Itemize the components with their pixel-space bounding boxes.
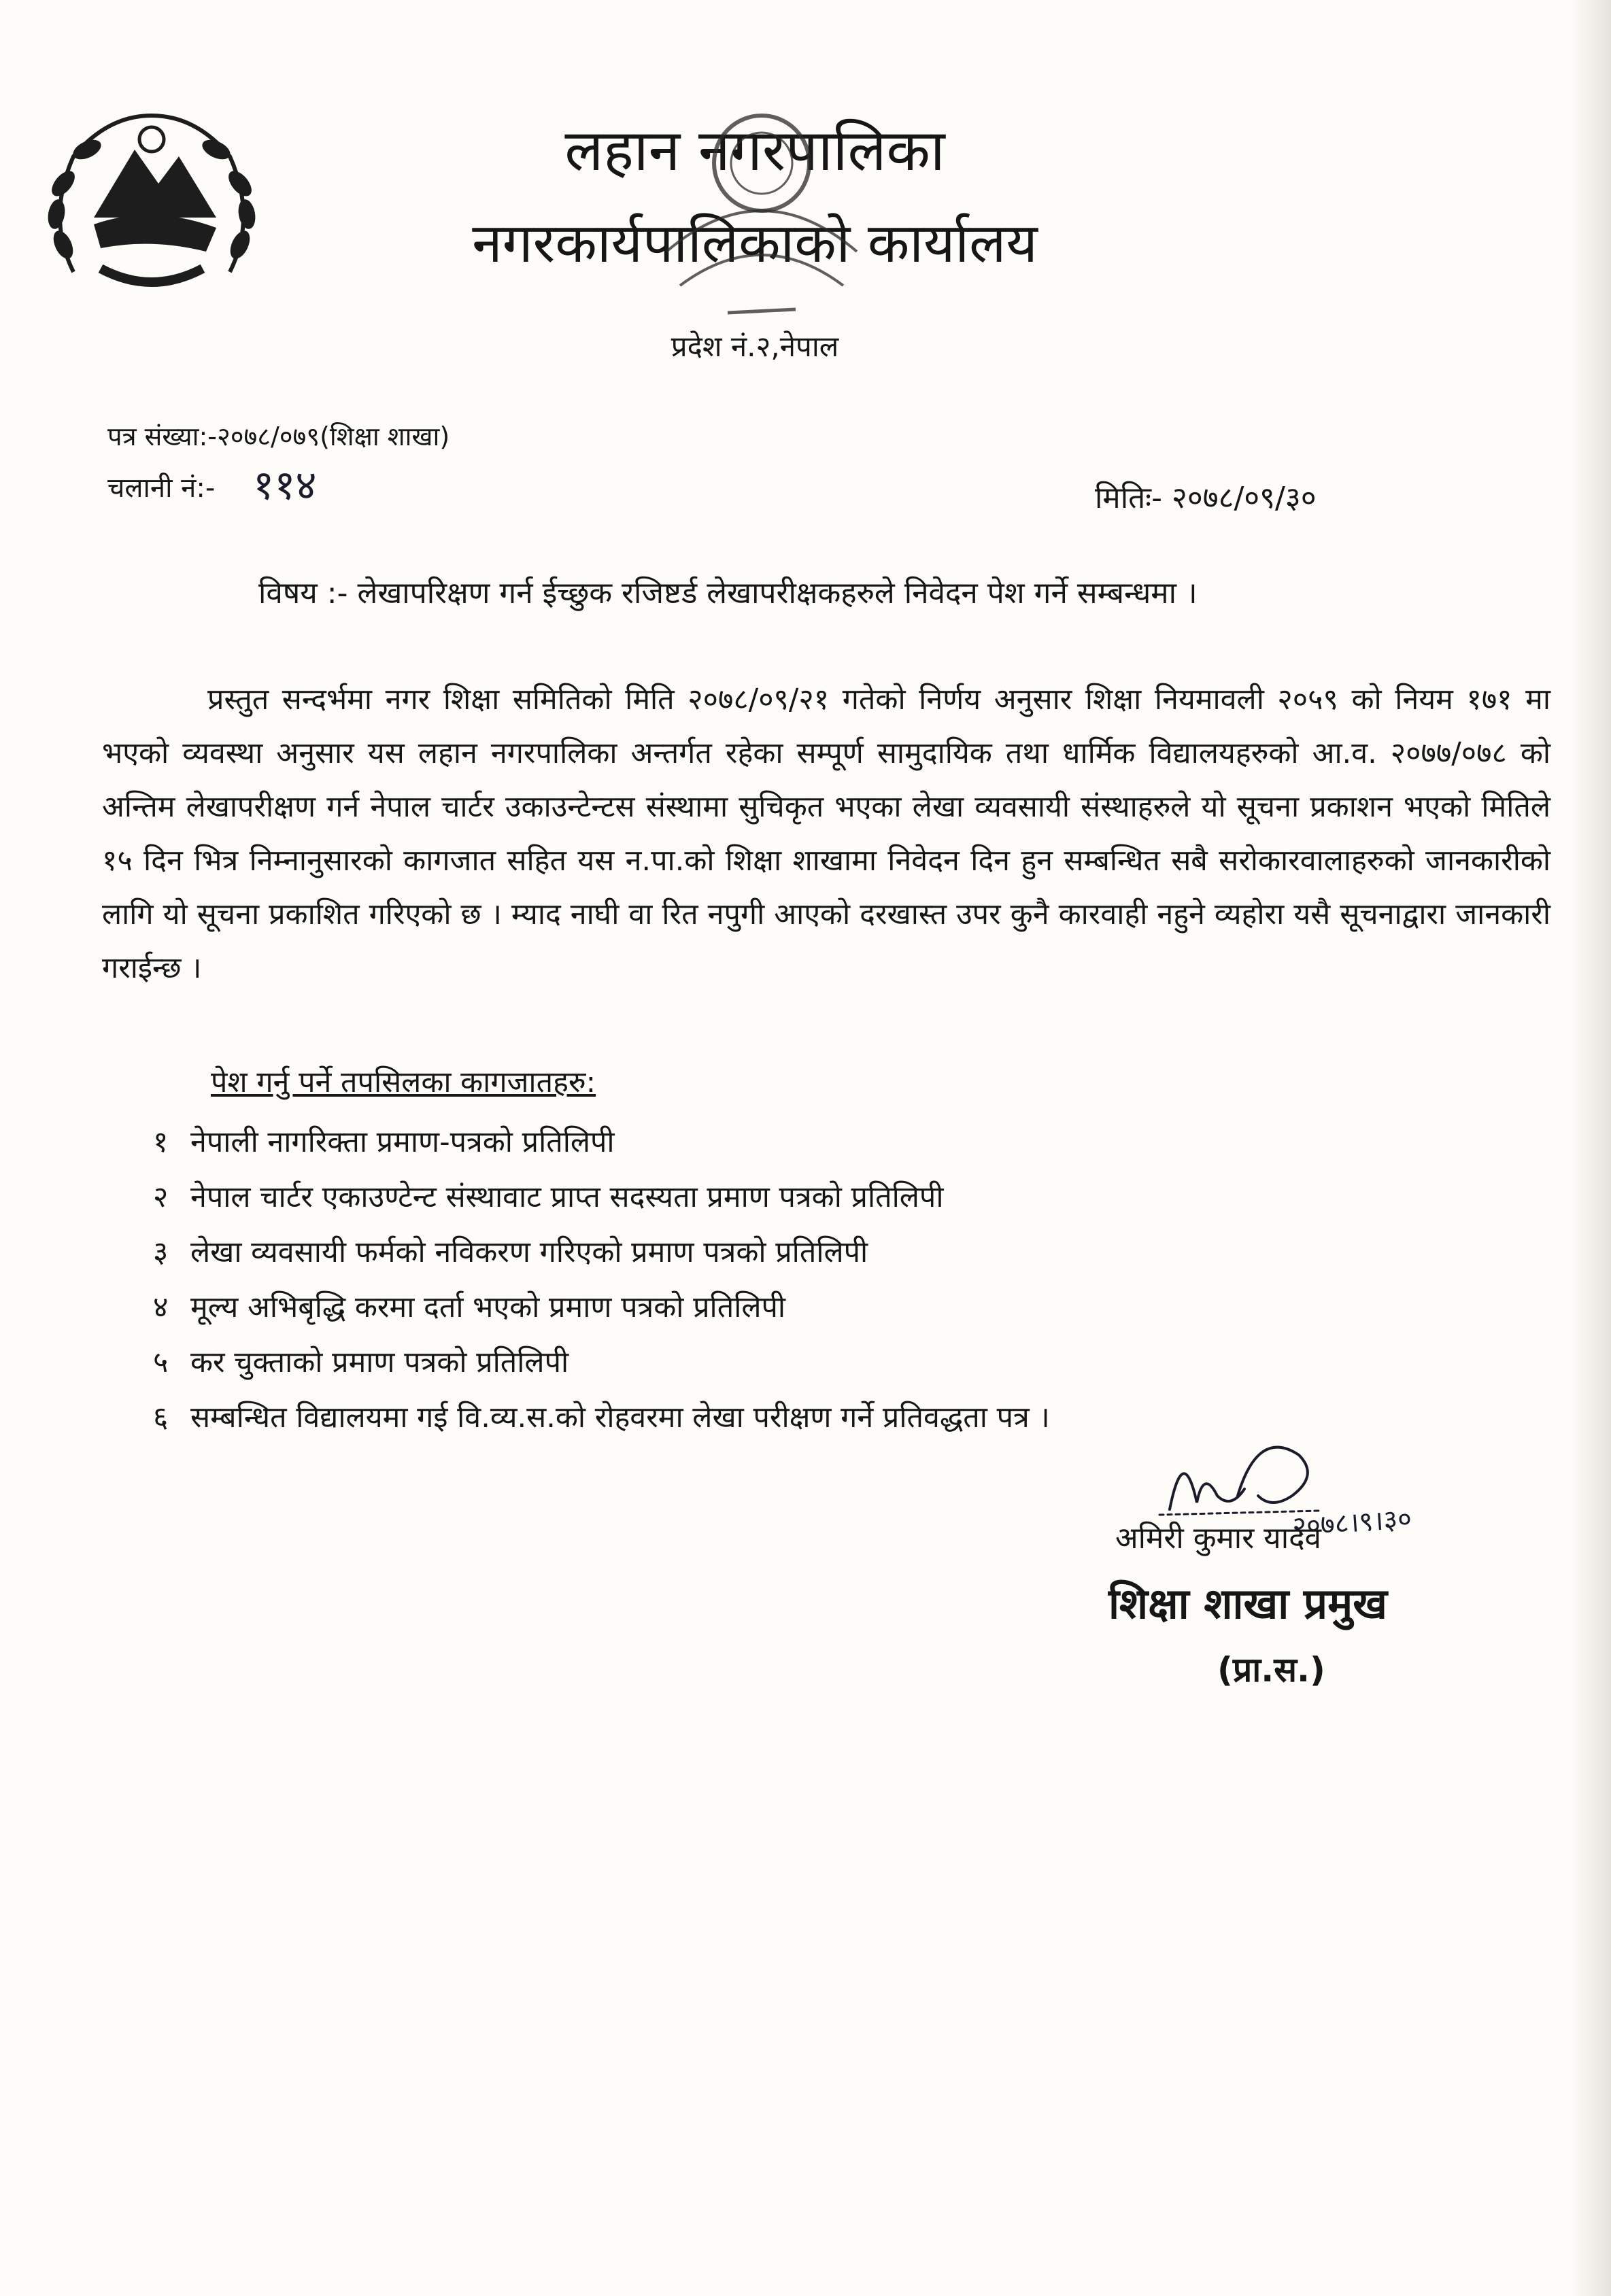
- office-stamp: [626, 82, 898, 354]
- office-name: नगरकार्यपालिकाको कार्यालय: [472, 211, 1038, 275]
- office-address: प्रदेश नं.२,नेपाल: [671, 330, 839, 363]
- handwritten-date: २०७८।९।३०: [1291, 1503, 1413, 1543]
- letter-body: [102, 673, 1550, 995]
- signatory-name: अमिरी कुमार यादव: [1115, 1521, 1321, 1556]
- letter-reference-number: पत्र संख्या:-२०७८/०७९(शिक्षा शाखा): [107, 422, 450, 451]
- letter-subject: विषय :- लेखापरिक्षण गर्न ईच्छुक रजिष्टर्ड लेखापरीक्षकहरुले निवेदन पेश गर्ने सम्बन्धमा ।: [258, 576, 1198, 611]
- list-item: ४ मूल्य अभिबृद्धि करमा दर्ता भएको प्रमाण पत्रको प्रतिलिपी: [153, 1290, 786, 1324]
- page-edge-shadow: [1570, 0, 1611, 2296]
- documents-list: [153, 1115, 1050, 1445]
- list-item: ३ लेखा व्यवसायी फर्मको नविकरण गरिएको प्रमाण पत्रको प्रतिलिपी: [153, 1235, 868, 1269]
- documents-heading: पेश गर्नु पर्ने तपसिलका कागजातहरु:: [211, 1065, 596, 1099]
- signatory-title: शिक्षा शाखा प्रमुख: [1108, 1579, 1387, 1628]
- body-paragraph: प्रस्तुत सन्दर्भमा नगर शिक्षा समितिको मिति २०७८/०९/२१ गतेको निर्णय अनुसार शिक्षा नियमावली २०५९ को नियम १७१ मा भएको व्यवस्था अनुसार यस लहान नगरपालिका अन्तर्गत रहेका सम्पूर्ण सामुदायिक तथा धार्मिक विद्यालयहरुको आ.व. २०७७/०७८ को अन्तिम लेखापरीक्षण गर्न नेपाल चार्टर उकाउन्टेन्टस संस्थामा सुचिकृत भएका लेखा व्यवसायी संस्थाहरुले यो सूचना प्रकाशन भएको मितिले १५ दिन भित्र निम्नानुसारको कागजात सहित यस न.पा.को शिक्षा शाखामा निवेदन दिन हुन सम्बन्धित सबै सरोकारवालाहरुको जानकारीको लागि यो सूचना प्रकाशित गरिएको छ । म्याद नाघी वा रित नपुगी आएको दरखास्त उपर कुनै कारवाही नहुने व्यहोरा यसै सूचनाद्वारा जानकारी गराईन्छ ।: [102, 683, 1550, 985]
- list-item: ५ कर चुक्ताको प्रमाण पत्रको प्रतिलिपी: [153, 1346, 569, 1380]
- list-item: १ नेपाली नागरिक्ता प्रमाण-पत्रको प्रतिलिपी: [153, 1125, 615, 1159]
- letter-date: मितिः- २०७८/०९/३०: [1095, 481, 1317, 515]
- nepal-emblem-logo: [33, 102, 271, 313]
- dispatch-number: ११४: [253, 462, 317, 509]
- list-item: २ नेपाल चार्टर एकाउण्टेन्ट संस्थावाट प्राप्त सदस्यता प्रमाण पत्रको प्रतिलिपी: [153, 1180, 944, 1214]
- list-item: ६ सम्बन्धित विद्यालयमा गई वि.व्य.स.को रोहवरमा लेखा परीक्षण गर्ने प्रतिवद्धता पत्र ।: [153, 1401, 1050, 1435]
- organization-name: लहान नगरपालिका: [564, 117, 945, 184]
- dispatch-label: चलानी नं:-: [107, 473, 216, 504]
- signatory-rank: (प्रा.स.): [1217, 1650, 1325, 1690]
